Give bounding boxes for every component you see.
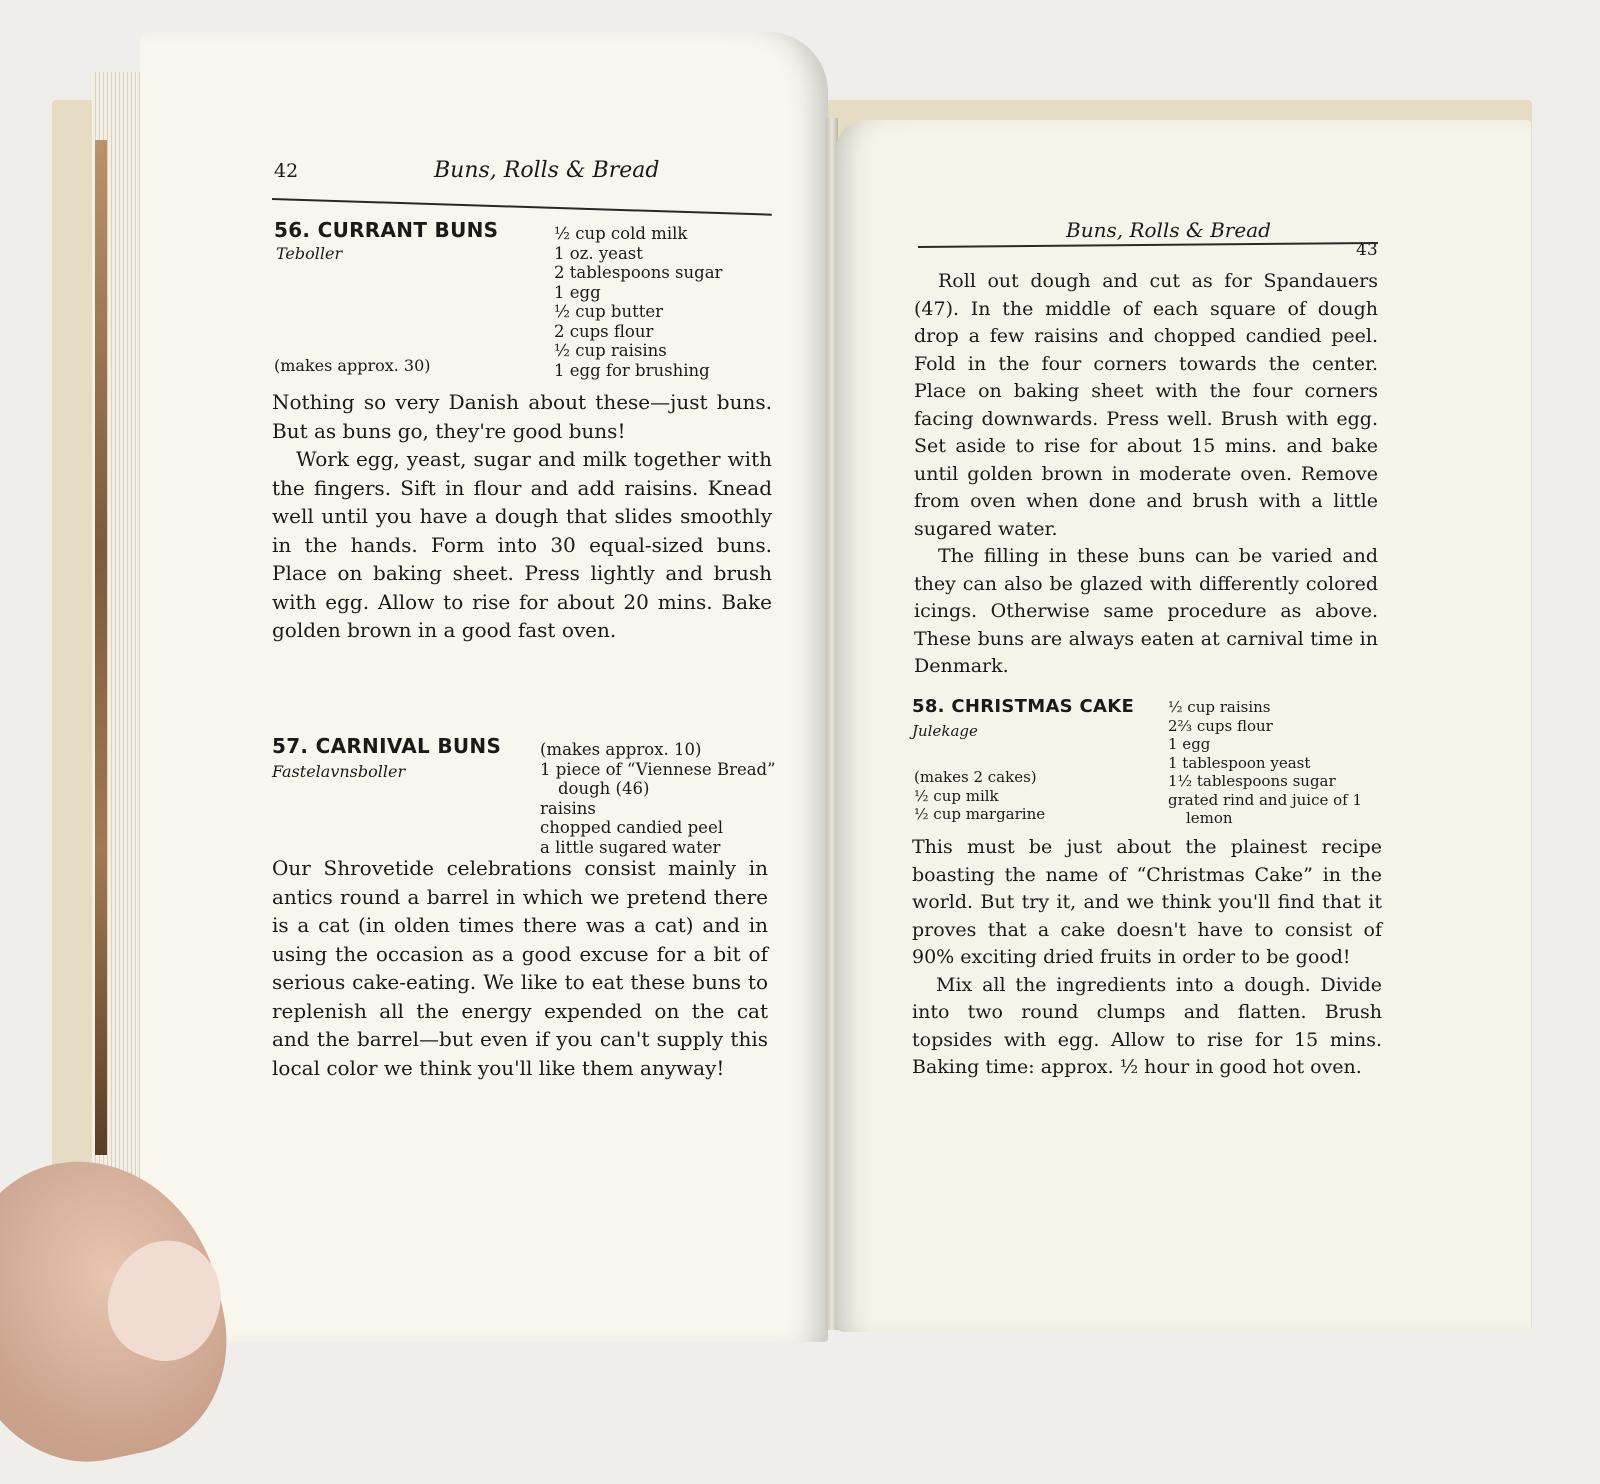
paragraph: Mix all the ingredients into a dough. Divide into two round clumps and flatten. Brush topsides with egg. Allow to rise for 15 mins. Baking time: approx. ½ hour in good hot oven. (912, 973, 1382, 1078)
right-page (836, 120, 1531, 1332)
paragraph: Our Shrovetide celebrations consist mainly in antics round a barrel in which we pretend there is a cat (in olden times there was a cat) and in using the occasion as a good excuse for a bit of serious cake-eating. We like to eat these buns to replenish all the energy expended on the cat and the barrel—but even if you can't supply this local color we think you'll like them anyway! (272, 856, 768, 1080)
recipe-subtitle: Fastelavnsboller (272, 762, 406, 781)
recipe-subtitle: Julekage (912, 722, 978, 740)
paragraph: Roll out dough and cut as for Spandauers (47). In the middle of each square of dough drop a few raisins and chopped candied peel. Fold in the four corners towards the center. Place on baking sheet with the four corners facing downwards. Press well. Brush with egg. Set aside to rise for about 15 mins. and bake until golden brown in moderate oven. Remove from oven when done and brush with a little sugared water. (914, 270, 1378, 540)
ingredient: lemon (1186, 809, 1233, 827)
paragraph: The filling in these buns can be varied and they can also be glazed with differently colored icings. Otherwise same procedure as above. These buns are always eaten at carnival time in Denmark. (914, 545, 1378, 677)
page-number: 42 (274, 160, 299, 182)
ingredient: a little sugared water (540, 837, 721, 857)
ingredient: ½ cup cold milk (554, 224, 688, 243)
ingredient: grated rind and juice of 1 (1168, 790, 1363, 809)
recipe-title: 56. CURRANT BUNS (274, 218, 499, 242)
ingredient: ½ cup milk (914, 786, 999, 805)
ingredient: raisins (540, 798, 596, 818)
ingredient-list (914, 768, 1045, 824)
ingredient: 2 tablespoons sugar (554, 263, 723, 282)
recipe-title: 57. CARNIVAL BUNS (272, 734, 502, 758)
recipe-title: 58. CHRISTMAS CAKE (912, 696, 1135, 717)
ingredient: (makes approx. 10) (540, 740, 702, 759)
running-header: Buns, Rolls & Bread (434, 158, 660, 183)
ingredient: ½ cup raisins (554, 341, 667, 360)
ingredient: 2 cups flour (554, 321, 654, 341)
ingredient: 2⅔ cups flour (1168, 716, 1273, 735)
ingredient: chopped candied peel (540, 818, 723, 837)
paragraph: This must be just about the plainest recipe boasting the name of “Christmas Cake” in the world. But try it, and we think you'll find that it proves that a cake doesn't have to consist of 90% exciting dried fruits in order to be good! (912, 836, 1382, 968)
ingredient: 1 piece of “Viennese Bread” (540, 759, 776, 779)
ingredient-list (540, 740, 776, 857)
paragraph: Work egg, yeast, sugar and milk together with the fingers. Sift in flour and add raisins. Knead well until you have a dough that slides smoothly in the hands. Form into 30 equal-sized buns. Place on baking sheet. Press lightly and brush with egg. Allow to rise for about 20 mins. Bake golden brown in a good fast oven. (272, 447, 772, 642)
header-rule (272, 198, 772, 216)
ingredient: 1 egg (554, 282, 601, 302)
ingredient: ½ cup butter (554, 302, 664, 321)
ingredient: 1 egg (1168, 735, 1211, 753)
ingredient-list (554, 224, 722, 380)
recipe-text (912, 834, 1382, 1082)
recipe-text (272, 388, 772, 645)
ingredient: ½ cup margarine (914, 805, 1046, 823)
ingredient: 1 tablespoon yeast (1168, 753, 1311, 772)
cover-spine-edge (95, 140, 107, 1155)
ingredient: 1 egg for brushing (554, 360, 710, 380)
paragraph: Nothing so very Danish about these—just buns. But as buns go, they're good buns! (272, 390, 772, 443)
ingredient: 1½ tablespoons sugar (1168, 772, 1336, 790)
recipe-text (272, 854, 768, 1082)
ingredient-list (1168, 698, 1362, 828)
ingredient: (makes 2 cakes) (914, 768, 1037, 786)
ingredient: dough (46) (558, 779, 650, 798)
header-rule (918, 242, 1378, 248)
ingredient: 1 oz. yeast (554, 243, 643, 263)
continued-text (914, 268, 1378, 681)
page-number: 43 (1356, 240, 1378, 260)
recipe-yield: (makes approx. 30) (274, 356, 431, 375)
running-header: Buns, Rolls & Bread (1066, 218, 1271, 242)
recipe-subtitle: Teboller (276, 244, 343, 263)
ingredient: ½ cup raisins (1168, 698, 1271, 716)
left-page (140, 32, 828, 1342)
